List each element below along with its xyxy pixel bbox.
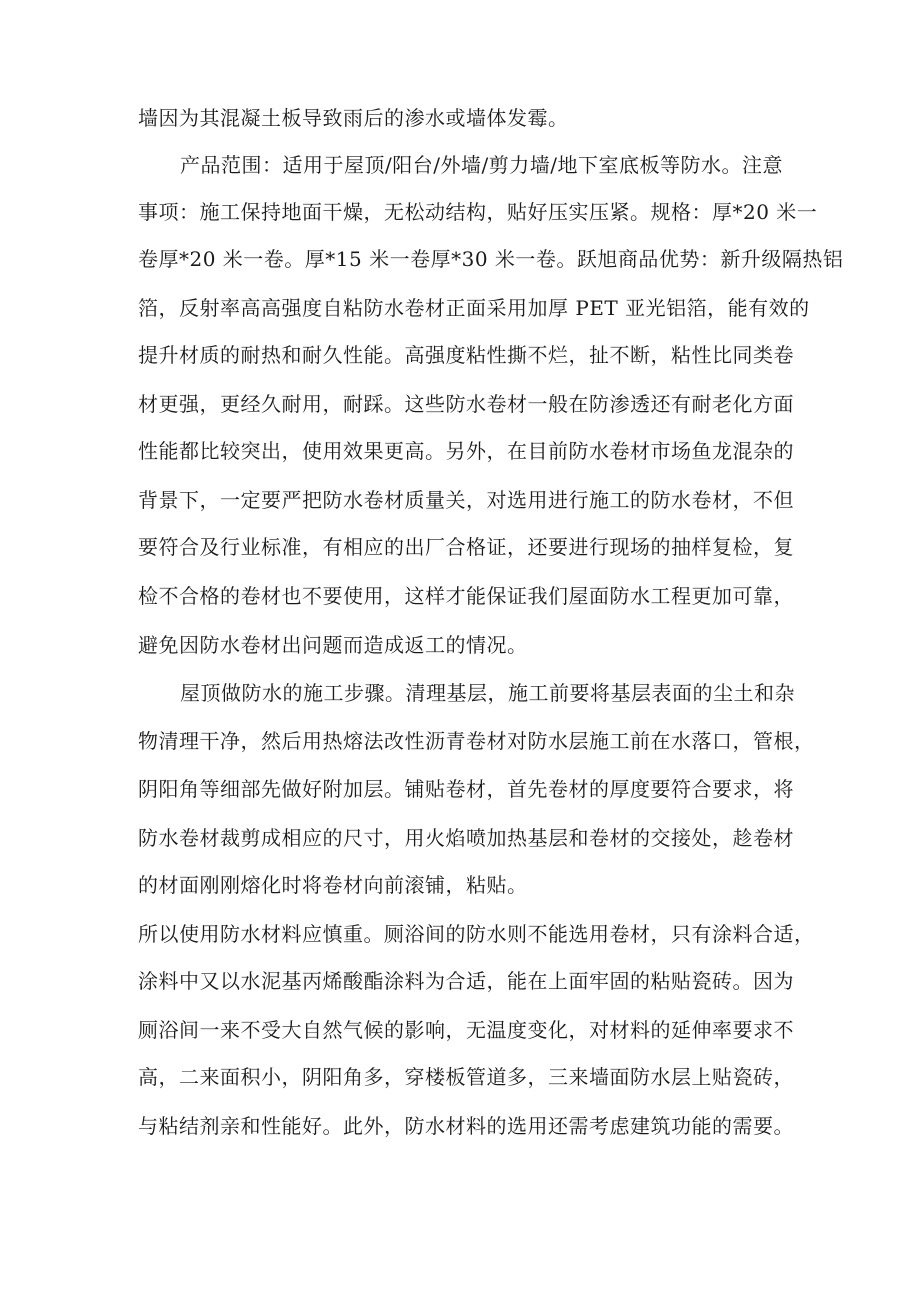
paragraph-2-line-3: 卷厚*20 米一卷。厚*15 米一卷厚*30 米一卷。跃旭商品优势：新升级隔热铝: [138, 247, 844, 271]
paragraph-2-line-11: 避免因防水卷材出问题而造成返工的情况。: [138, 633, 528, 657]
paragraph-3-line-3: 阴阳角等细部先做好附加层。铺贴卷材，首先卷材的厚度要符合要求，将: [138, 777, 794, 801]
paragraph-4-line-4: 高，二来面积小，阴阳角多，穿楼板管道多，三来墙面防水层上贴瓷砖，: [138, 1065, 794, 1089]
paragraph-2-line-2: 事项：施工保持地面干燥，无松动结构，贴好压实压紧。规格：厚*20 米一: [138, 200, 818, 224]
paragraph-3-line-5: 的材面刚刚熔化时将卷材向前滚铺，粘贴。: [138, 873, 528, 897]
paragraph-2-line-6: 材更强，更经久耐用，耐踩。这些防水卷材一般在防渗透还有耐老化方面: [138, 392, 794, 416]
paragraph-2-line-10: 检不合格的卷材也不要使用，这样才能保证我们屋面防水工程更加可靠，: [138, 584, 794, 608]
paragraph-3-line-4: 防水卷材裁剪成相应的尺寸，用火焰喷加热基层和卷材的交接处，趁卷材: [138, 826, 794, 850]
paragraph-2-line-7: 性能都比较突出，使用效果更高。另外，在目前防水卷材市场鱼龙混杂的: [138, 439, 794, 463]
paragraph-2-line-5: 提升材质的耐热和耐久性能。高强度粘性撕不烂，扯不断，粘性比同类卷: [138, 343, 794, 367]
paragraph-4-line-3: 厕浴间一来不受大自然气候的影响，无温度变化，对材料的延伸率要求不: [138, 1018, 794, 1042]
paragraph-4-line-1: 所以使用防水材料应慎重。厕浴间的防水则不能选用卷材，只有涂料合适，: [138, 922, 815, 946]
paragraph-2-line-1: 产品范围：适用于屋顶/阳台/外墙/剪力墙/地下室底板等防水。注意: [180, 153, 783, 177]
paragraph-4-line-5: 与粘结剂亲和性能好。此外，防水材料的选用还需考虑建筑功能的需要。: [138, 1114, 794, 1138]
paragraph-2-line-9: 要符合及行业标准，有相应的出厂合格证，还要进行现场的抽样复检，复: [138, 535, 794, 559]
paragraph-3-line-1: 屋顶做防水的施工步骤。清理基层，施工前要将基层表面的尘土和杂: [180, 681, 795, 705]
paragraph-4-line-2: 涂料中又以水泥基丙烯酸酯涂料为合适，能在上面牢固的粘贴瓷砖。因为: [138, 969, 794, 993]
paragraph-2-line-8: 背景下，一定要严把防水卷材质量关，对选用进行施工的防水卷材，不但: [138, 488, 794, 512]
paragraph-2-line-4: 箔，反射率高高强度自粘防水卷材正面采用加厚 PET 亚光铝箔，能有效的: [138, 296, 810, 320]
paragraph-1-line-1: 墙因为其混凝土板导致雨后的渗水或墙体发霉。: [138, 106, 569, 130]
paragraph-3-line-2: 物清理干净，然后用热熔法改性沥青卷材对防水层施工前在水落口，管根，: [138, 729, 815, 753]
